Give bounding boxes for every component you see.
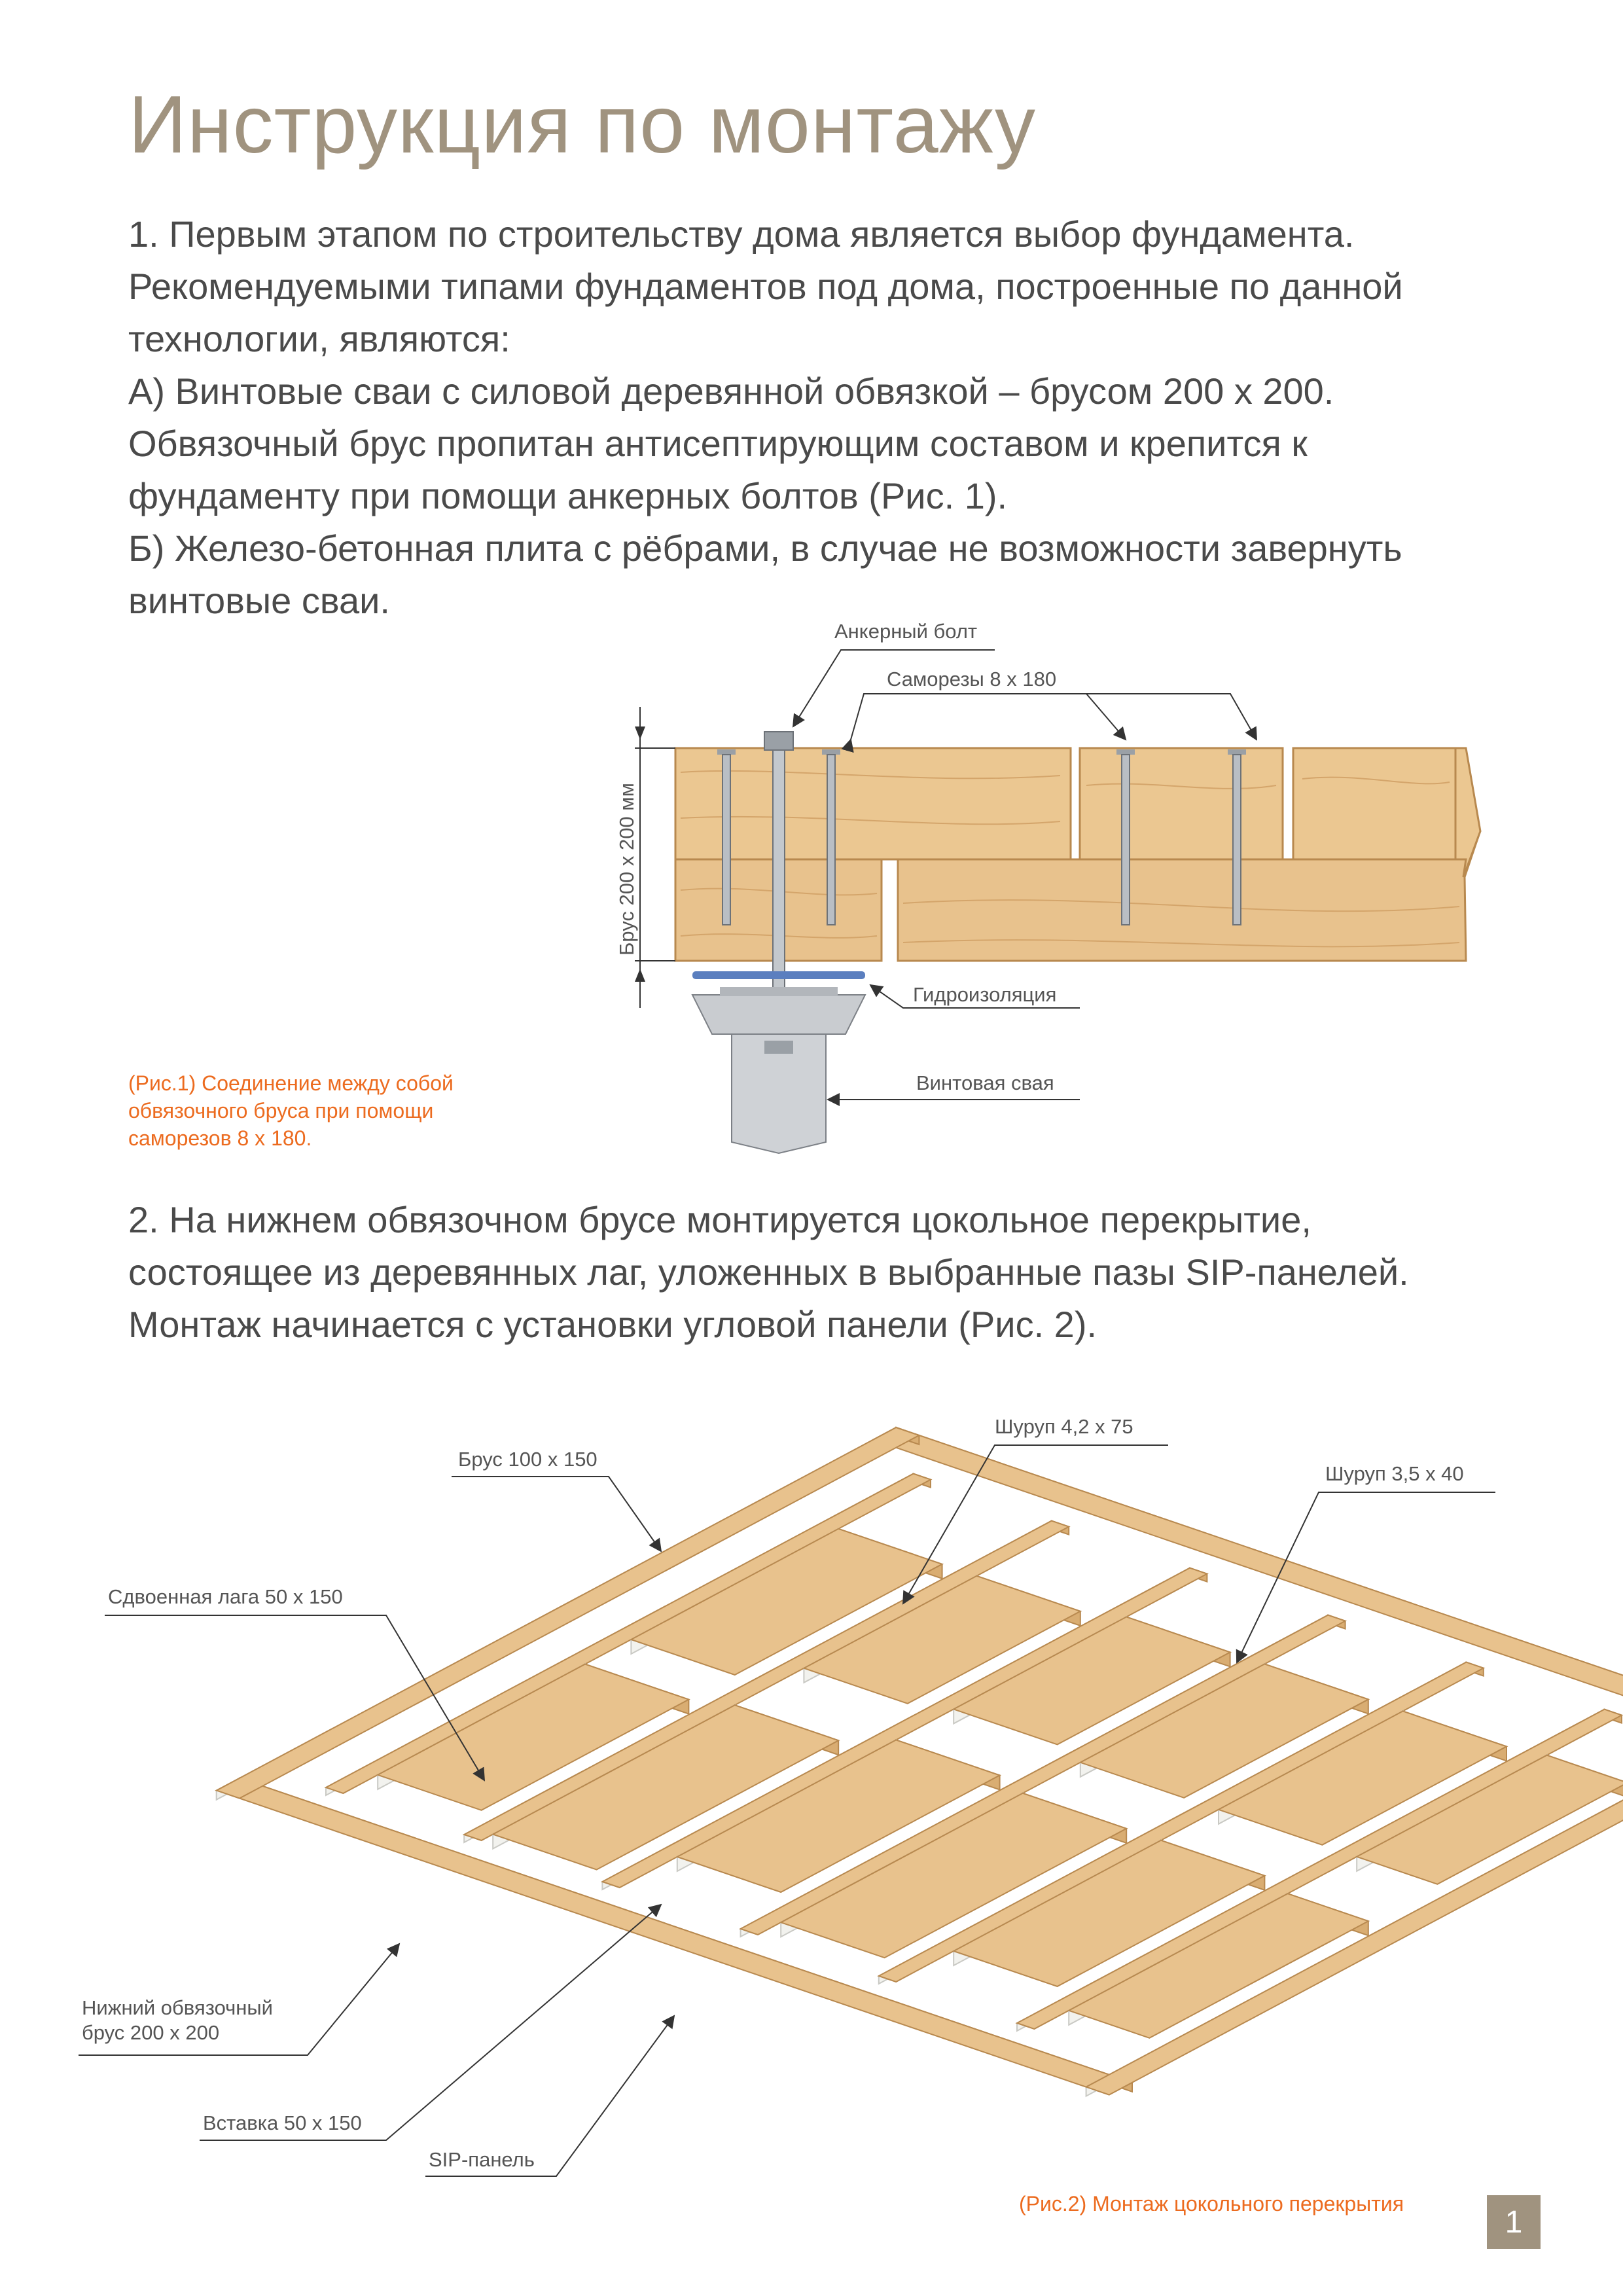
step2-line: состоящее из деревянных лаг, уложенных в выбранные пазы SIP-панелей. — [128, 1251, 1409, 1293]
screw-42-label: Шуруп 4,2 х 75 — [995, 1415, 1133, 1438]
figure1-caption-line: (Рис.1) Соединение между собой — [128, 1071, 454, 1095]
page-number: 1 — [1487, 2195, 1541, 2249]
step1-line: Б) Железо-бетонная плита с рёбрами, в случае не возможности завернуть — [128, 528, 1402, 569]
step1-line: фундаменту при помощи анкерных болтов (Рис. 1). — [128, 475, 1008, 516]
step1-line: винтовые сваи. — [128, 580, 390, 621]
floor-boards-group — [217, 1427, 1623, 2096]
step1-line: 1. Первым этапом по строительству дома является выбор фундамента. — [128, 213, 1355, 255]
page-title: Инструкция по монтажу — [128, 80, 1037, 170]
step1-line: Обвязочный брус пропитан антисептирующим составом и крепится к — [128, 423, 1308, 464]
bottom-beam-label-1: Нижний обвязочный — [82, 1996, 274, 2019]
step2-line: 2. На нижнем обвязочном брусе монтируется цокольное перекрытие, — [128, 1199, 1311, 1240]
insert-label: Вставка 50 х 150 — [203, 2111, 362, 2134]
figure1-caption-line: саморезов 8 х 180. — [128, 1126, 312, 1150]
screw-pile-label: Винтовая свая — [916, 1071, 1054, 1094]
screw-35-label: Шуруп 3,5 х 40 — [1325, 1462, 1464, 1485]
step1-line: технологии, являются: — [128, 318, 510, 359]
bottom-beam-label-2: брус 200 х 200 — [82, 2021, 220, 2044]
step1-line: А) Винтовые сваи с силовой деревянной обвязкой – брусом 200 х 200. — [128, 370, 1334, 412]
insert-leader — [200, 1905, 661, 2140]
figure1-caption-line: обвязочного бруса при помощи — [128, 1099, 434, 1122]
beam-100-leader — [452, 1477, 661, 1551]
anchor-bolt-label: Анкерный болт — [834, 620, 978, 643]
beam-100-label: Брус 100 х 150 — [458, 1448, 597, 1471]
beam-size-label: Брус 200 х 200 мм — [615, 783, 638, 956]
sip-panel-label: SIP-панель — [429, 2148, 535, 2171]
double-joist-label: Сдвоенная лага 50 х 150 — [108, 1585, 343, 1608]
waterproofing-label: Гидроизоляция — [913, 983, 1057, 1006]
figure2-caption: (Рис.2) Монтаж цокольного перекрытия — [1019, 2192, 1404, 2215]
step1-line: Рекомендуемыми типами фундаментов под дома, построенные по данной — [128, 266, 1403, 307]
screws-label: Саморезы 8 х 180 — [887, 668, 1057, 691]
step2-line: Монтаж начинается с установки угловой панели (Рис. 2). — [128, 1304, 1097, 1345]
